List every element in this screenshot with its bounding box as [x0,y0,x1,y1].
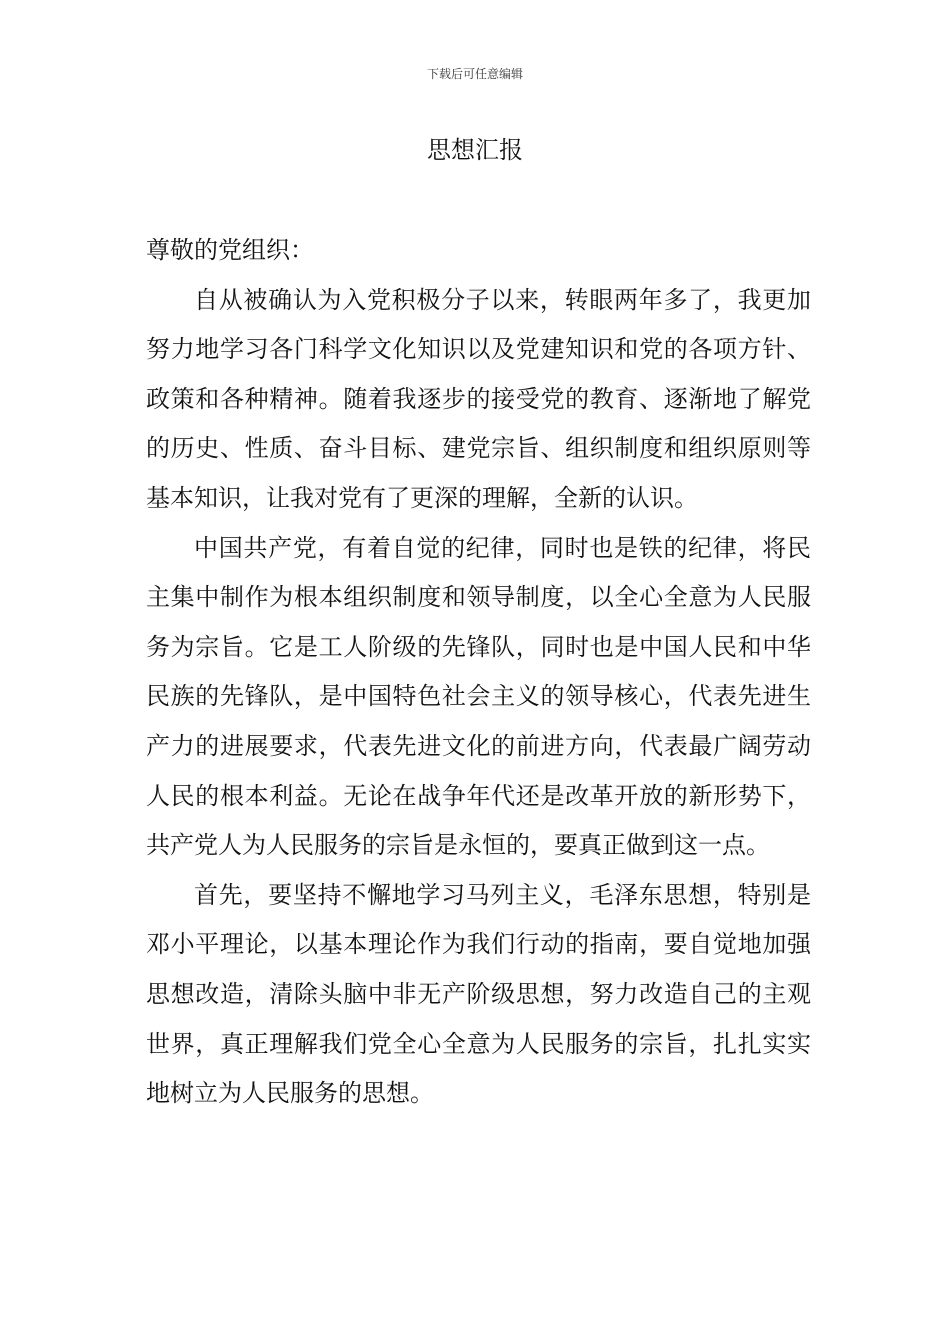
paragraph-1: 自从被确认为入党积极分子以来，转眼两年多了，我更加努力地学习各门科学文化知识以及党建知识和党的各项方针、政策和各种精神。随着我逐步的接受党的教育、逐渐地了解党的历史、性质、奋斗目标、建党宗旨、组织制度和组织原则等基本知识，让我对党有了更深的理解，全新的认识。 [146,285,811,512]
document-body [146,226,811,1119]
header-note: 下载后可任意编辑 [426,67,523,81]
document-title: 思想汇报 [427,136,523,164]
paragraph-3: 首先，要坚持不懈地学习马列主义，毛泽东思想，特别是邓小平理论，以基本理论作为我们行动的指南，要自觉地加强思想改造，清除头脑中非无产阶级思想，努力改造自己的主观世界，真正理解我们党全心全意为人民服务的宗旨，扎扎实实地树立为人民服务的思想。 [146,880,811,1108]
paragraph-2: 中国共产党，有着自觉的纪律，同时也是铁的纪律，将民主集中制作为根本组织制度和领导制度，以全心全意为人民服务为宗旨。它是工人阶级的先锋队，同时也是中国人民和中华民族的先锋队，是中国特色社会主义的领导核心，代表先进生产力的进展要求，代表先进文化的前进方向，代表最广阔劳动人民的根本利益。无论在战争年代还是改革开放的新形势下，共产党人为人民服务的宗旨是永恒的，要真正做到这一点。 [146,533,811,860]
salutation: 尊敬的党组织： [146,236,314,264]
